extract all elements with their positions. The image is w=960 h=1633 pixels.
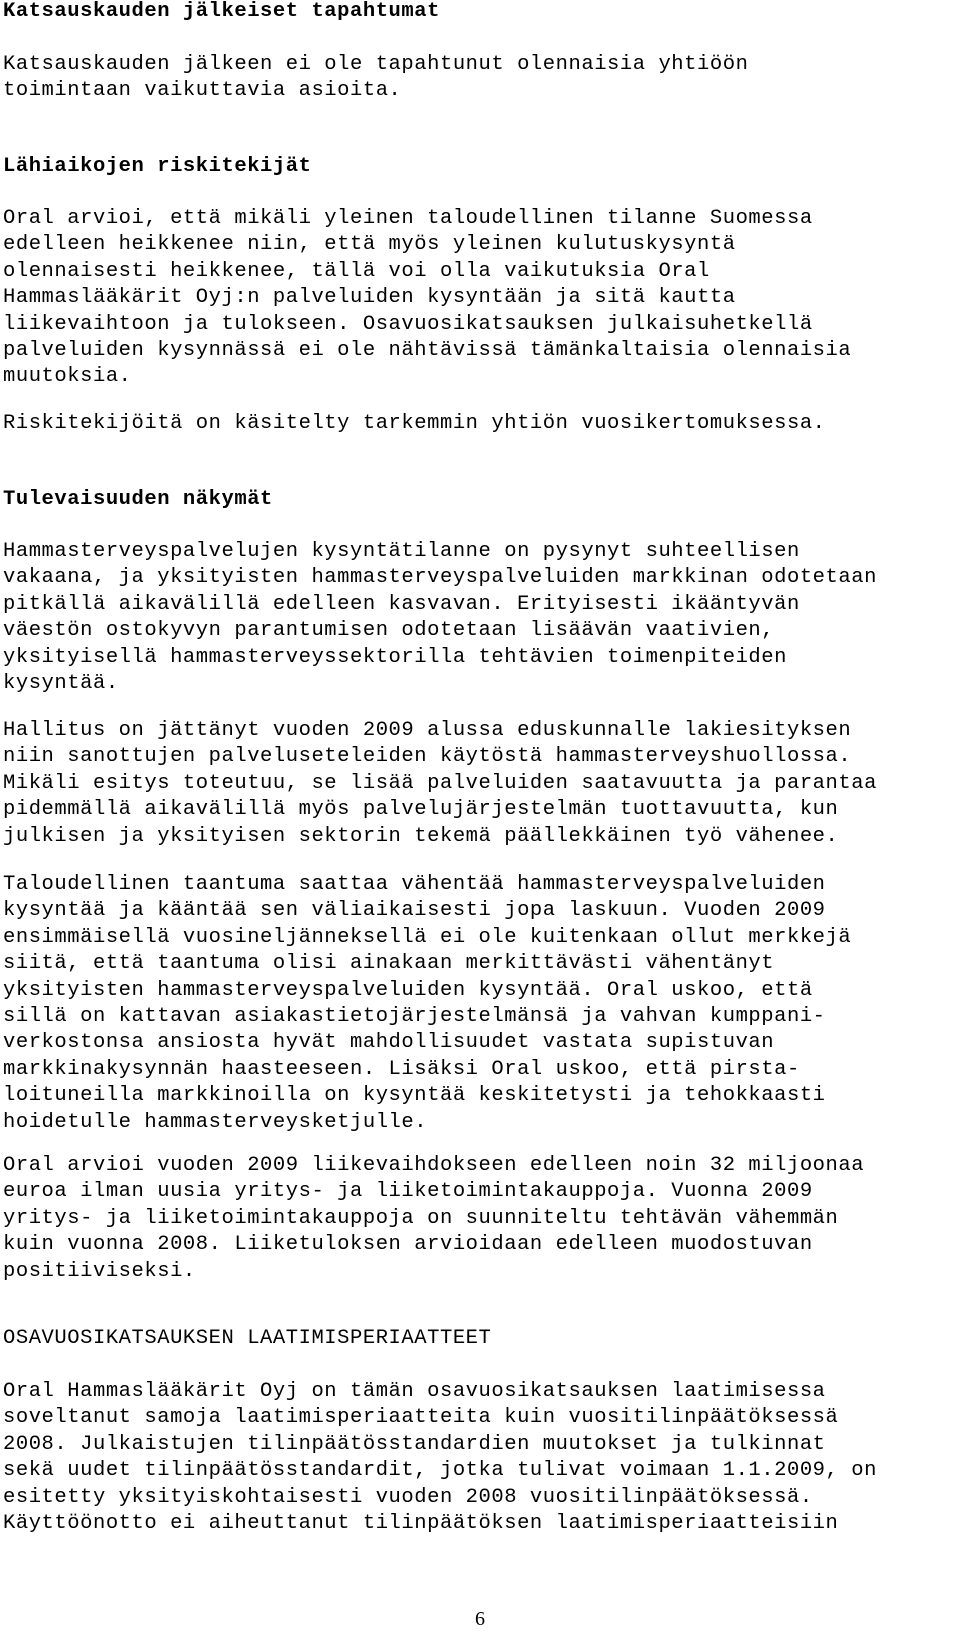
heading-text: Lähiaikojen riskitekijät bbox=[3, 155, 312, 178]
heading-text: Katsauskauden jälkeiset tapahtumat bbox=[3, 0, 440, 23]
heading-text: OSAVUOSIKATSAUKSEN LAATIMISPERIAATTEET bbox=[3, 1327, 492, 1350]
text-line: Oral Hammaslääkärit Oyj on tämän osavuosikatsauksen laatimisessa bbox=[3, 1380, 826, 1403]
paragraph-risks-2 bbox=[3, 411, 960, 437]
text-line: väestön ostokyvyn parantumisen odotetaan lisäävän vaativien, bbox=[3, 619, 775, 643]
section-heading bbox=[3, 487, 960, 513]
text-line: Käyttöönotto ei aiheuttanut tilinpäätöksen laatimisperiaatteisiin bbox=[3, 1511, 839, 1535]
paragraph-principles-1 bbox=[3, 1379, 960, 1537]
text-line: Hammasterveyspalvelujen kysyntätilanne on pysynyt suhteellisen bbox=[3, 540, 800, 563]
section-accounting-principles bbox=[3, 1326, 960, 1352]
text-line: Oral arvioi vuoden 2009 liikevaihdokseen edelleen noin 32 miljoonaa bbox=[3, 1154, 865, 1177]
section-near-term-risks bbox=[3, 154, 960, 180]
text-line: niin sanottujen palveluseteleiden käytöstä hammasterveyshuollossa. bbox=[3, 745, 852, 769]
text-line: euroa ilman uusia yritys- ja liiketoimintakauppoja. Vuonna 2009 bbox=[3, 1180, 813, 1204]
text-line: esitetty yksityiskohtaisesti vuoden 2008 vuositilinpäätöksessä. bbox=[3, 1485, 813, 1509]
text-line: Katsauskauden jälkeen ei ole tapahtunut olennaisia yhtiöön bbox=[3, 53, 749, 76]
text-line: pitkällä aikavälillä edelleen kasvavan. Erityisesti ikääntyvän bbox=[3, 592, 800, 616]
text-line: liikevaihtoon ja tulokseen. Osavuosikatsauksen julkaisuhetkellä bbox=[3, 312, 813, 336]
text-line: hoidetulle hammasterveysketjulle. bbox=[3, 1110, 428, 1134]
text-line: Hallitus on jättänyt vuoden 2009 alussa eduskunnalle lakiesityksen bbox=[3, 719, 852, 742]
text-line: ensimmäisellä vuosineljänneksellä ei ole kuitenkaan ollut merkkejä bbox=[3, 925, 852, 949]
text-line: Oral arvioi, että mikäli yleinen taloudellinen tilanne Suomessa bbox=[3, 207, 813, 230]
text-line: positiiviseksi. bbox=[3, 1259, 196, 1283]
section-events-after-period bbox=[3, 0, 960, 25]
paragraph-events-1 bbox=[3, 52, 960, 105]
text-line: palveluiden kysynnässä ei ole nähtävissä tämänkaltaisia olennaisia bbox=[3, 338, 852, 362]
text-line: markkinakysynnän haasteeseen. Lisäksi Oral uskoo, että pirsta- bbox=[3, 1057, 800, 1081]
text-line: sillä on kattavan asiakastietojärjestelmänsä ja vahvan kumppani- bbox=[3, 1004, 826, 1028]
text-line: kysyntää. bbox=[3, 671, 119, 695]
text-line: soveltanut samoja laatimisperiaatteita kuin vuositilinpäätöksessä bbox=[3, 1406, 839, 1430]
text-line: Mikäli esitys toteutuu, se lisää palveluiden saatavuutta ja parantaa bbox=[3, 771, 877, 795]
text-line: 2008. Julkaistujen tilinpäätösstandardien muutokset ja tulkinnat bbox=[3, 1432, 826, 1456]
text-line: kuin vuonna 2008. Liiketuloksen arvioidaan edelleen muodostuvan bbox=[3, 1233, 813, 1257]
text-line: kysyntää ja kääntää sen väliaikaisesti jopa laskuun. Vuoden 2009 bbox=[3, 899, 826, 923]
text-line: julkisen ja yksityisen sektorin tekemä päällekkäinen työ vähenee. bbox=[3, 824, 839, 848]
text-line: pidemmällä aikavälillä myös palvelujärjestelmän tuottavuutta, kun bbox=[3, 798, 839, 822]
section-outlook bbox=[3, 487, 960, 513]
text-line: yksityisten hammasterveyspalveluiden kysyntää. Oral uskoo, että bbox=[3, 978, 813, 1002]
text-line: Riskitekijöitä on käsitelty tarkemmin yhtiön vuosikertomuksessa. bbox=[3, 412, 826, 435]
section-heading bbox=[3, 0, 960, 25]
text-line: siitä, että taantuma olisi ainakaan merkittävästi vähentänyt bbox=[3, 952, 775, 976]
text-line: sekä uudet tilinpäätösstandardit, jotka tulivat voimaan 1.1.2009, on bbox=[3, 1459, 877, 1483]
heading-text: Tulevaisuuden näkymät bbox=[3, 488, 273, 511]
text-line: Taloudellinen taantuma saattaa vähentää hammasterveyspalveluiden bbox=[3, 873, 826, 896]
text-line: toimintaan vaikuttavia asioita. bbox=[3, 79, 402, 103]
paragraph-outlook-2 bbox=[3, 718, 960, 850]
text-line: verkostonsa ansiosta hyvät mahdollisuudet vastata supistuvan bbox=[3, 1031, 775, 1055]
page-number: 6 bbox=[475, 1608, 485, 1630]
paragraph-outlook-4 bbox=[3, 1153, 960, 1285]
text-line: olennaisesti heikkenee, tällä voi olla vaikutuksia Oral bbox=[3, 259, 710, 283]
text-line: yksityisellä hammasterveyssektorilla tehtävien toimenpiteiden bbox=[3, 645, 787, 669]
text-line: edelleen heikkenee niin, että myös yleinen kulutuskysyntä bbox=[3, 233, 736, 257]
text-line: yritys- ja liiketoimintakauppoja on suunniteltu tehtävän vähemmän bbox=[3, 1206, 839, 1230]
text-line: loituneilla markkinoilla on kysyntää keskitetysti ja tehokkaasti bbox=[3, 1084, 826, 1108]
paragraph-outlook-3 bbox=[3, 872, 960, 1136]
section-heading bbox=[3, 154, 960, 180]
text-line: vakaana, ja yksityisten hammasterveyspalveluiden markkinan odotetaan bbox=[3, 566, 877, 590]
paragraph-outlook-1 bbox=[3, 539, 960, 697]
text-line: muutoksia. bbox=[3, 365, 132, 389]
paragraph-risks-1 bbox=[3, 206, 960, 391]
text-line: Hammaslääkärit Oyj:n palveluiden kysyntään ja sitä kautta bbox=[3, 286, 736, 310]
